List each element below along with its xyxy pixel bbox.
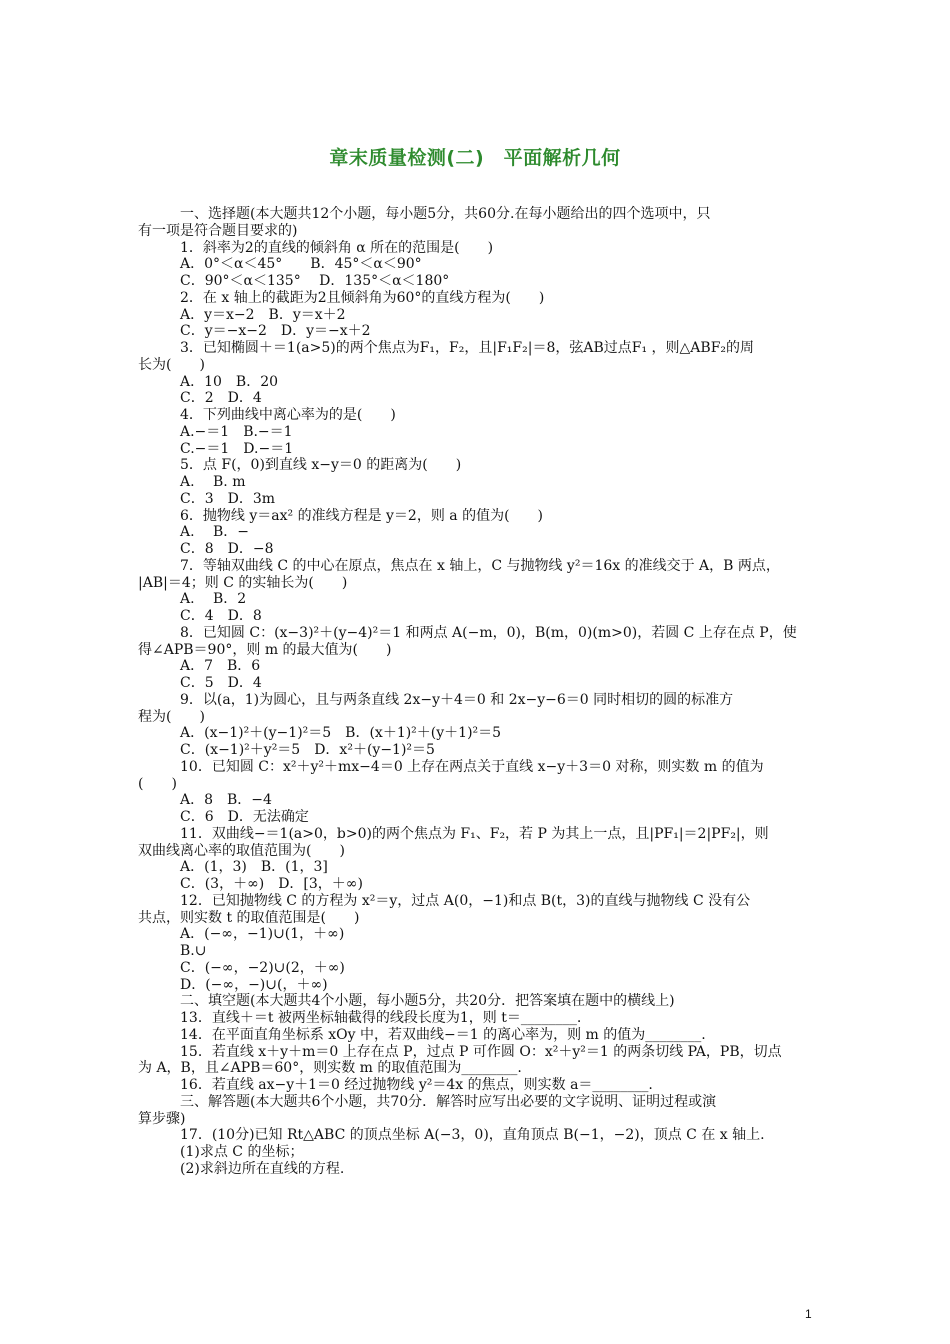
text-line: A．8 B．−4 (180, 792, 272, 809)
text-line: 3．已知椭圆＋＝1(a>5)的两个焦点为F₁，F₂，且|F₁F₂|＝8，弦AB过点F₁ ，则△ABF₂的周 (180, 340, 755, 356)
page-number: 1 (805, 1307, 812, 1321)
text-line: C．4 D．8 (180, 608, 262, 624)
text-line: A．(1，3) B．(1，3] (180, 859, 328, 876)
text-line: C．2 D．4 (180, 390, 262, 407)
text-line: C．(−∞，−2)∪(2，＋∞) (180, 959, 345, 976)
text-line: 长为( ) (138, 356, 205, 373)
text-line: 得∠APB＝90°，则 m 的最大值为( ) (138, 641, 392, 658)
text-line: A. B．2 (180, 591, 247, 608)
text-line: 双曲线离心率的取值范围为( ) (138, 842, 345, 859)
text-line: 11．双曲线−＝1(a>0，b>0)的两个焦点为 F₁、F₂，若 P 为其上一点，且|PF₁|＝2|PF₂|，则 (180, 825, 769, 842)
text-line: 1．斜率为2的直线的倾斜角 α 所在的范围是( ) (180, 239, 494, 256)
text-line: 2．在 x 轴上的截距为2且倾斜角为60°的直线方程为( ) (180, 289, 545, 306)
text-line: 程为( ) (138, 708, 205, 725)
text-line: ( ) (138, 775, 177, 792)
text-line: A．0°＜α＜45° B．45°＜α＜90° (180, 256, 422, 273)
text-line: C．(3，＋∞) D．[3，＋∞) (180, 876, 363, 892)
document-body (138, 206, 816, 1178)
text-line: A．(x−1)²＋(y−1)²＝5 B．(x＋1)²＋(y＋1)²＝5 (180, 725, 502, 742)
text-line: 7．等轴双曲线 C 的中心在原点，焦点在 x 轴上，C 与抛物线 y²＝16x 的准线交于 A，B 两点， (180, 557, 780, 574)
text-line: C．5 D．4 (180, 675, 262, 691)
text-line: |AB|＝4；则 C 的实轴长为( ) (138, 574, 348, 591)
text-line: 一、选择题(本大题共12个小题，每小题5分，共60分.在每小题给出的四个选项中，只 (180, 206, 711, 222)
text-line: 15．若直线 x＋y＋m＝0 上存在点 P，过点 P 可作圆 O：x²＋y²＝1 的两条切线 PA，PB，切点 (180, 1043, 782, 1060)
text-line: 算步骤) (138, 1110, 186, 1127)
text-line: 4．下列曲线中离心率为的是( ) (180, 407, 396, 423)
text-line: 17．(10分)已知 Rt△ABC 的顶点坐标 A(−3，0)，直角顶点 B(−1，−2)，顶点 C 在 x 轴上. (180, 1127, 765, 1144)
page-title: 章末质量检测(二) 平面解析几何 (329, 147, 621, 169)
text-line: C．y＝−x−2 D．y＝−x＋2 (180, 323, 371, 340)
text-line: A．(−∞，−1)∪(1，＋∞) (180, 926, 345, 943)
text-line: D．(−∞，−)∪(，＋∞) (180, 976, 328, 993)
text-line: 有一项是符合题目要求的) (138, 222, 298, 239)
text-line: 三、解答题(本大题共6个小题，共70分．解答时应写出必要的文字说明、证明过程或演 (180, 1093, 717, 1110)
text-line: 10．已知圆 C：x²＋y²＋mx−4＝0 上存在两点关于直线 x−y＋3＝0 对称，则实数 m 的值为 (180, 758, 764, 775)
text-line: 14．在平面直角坐标系 xOy 中，若双曲线−＝1 的离心率为，则 m 的值为________. (180, 1026, 706, 1043)
text-line: 9．以(a，1)为圆心，且与两条直线 2x−y＋4＝0 和 2x−y−6＝0 同时相切的圆的标准方 (180, 691, 734, 708)
text-line: 二、填空题(本大题共4个小题，每小题5分，共20分．把答案填在题中的横线上) (180, 993, 675, 1010)
text-line: A. B．− (180, 524, 250, 541)
text-line: A．y＝x−2 B．y＝x＋2 (180, 306, 346, 323)
text-line: C．8 D．−8 (180, 541, 274, 557)
text-line: C．3 D．3m (180, 490, 276, 507)
text-line: B.∪ (180, 943, 207, 959)
text-line: C.−＝1 D.−＝1 (180, 440, 294, 457)
text-line: C．6 D．无法确定 (180, 809, 309, 825)
text-line: C．(x−1)²＋y²＝5 D．x²＋(y−1)²＝5 (180, 742, 435, 758)
text-line: 13．直线＋＝t 被两坐标轴截得的线段长度为1，则 t＝________. (180, 1010, 582, 1026)
text-line: A．10 B．20 (180, 373, 279, 390)
text-line: A．7 B．6 (180, 658, 261, 675)
text-line: 8．已知圆 C：(x−3)²＋(y−4)²＝1 和两点 A(−m，0)，B(m，0)(m>0)，若圆 C 上存在点 P，使 (180, 624, 797, 641)
text-line: C．90°＜α＜135° D．135°＜α＜180° (180, 273, 450, 289)
text-line: A.−＝1 B.−＝1 (180, 423, 293, 440)
text-line: 5．点 F(，0)到直线 x−y＝0 的距离为( ) (180, 457, 462, 474)
text-line: 12．已知抛物线 C 的方程为 x²＝y，过点 A(0，−1)和点 B(t，3)的直线与抛物线 C 没有公 (180, 892, 751, 909)
text-line: 为 A，B，且∠APB＝60°，则实数 m 的取值范围为________. (138, 1060, 522, 1077)
text-line: A. B. m (180, 474, 246, 490)
text-line: 16．若直线 ax−y＋1＝0 经过抛物线 y²＝4x 的焦点，则实数 a＝________. (180, 1077, 653, 1093)
text-line: 6．抛物线 y＝ax² 的准线方程是 y＝2，则 a 的值为( ) (180, 507, 544, 524)
text-line: (2)求斜边所在直线的方程. (180, 1160, 345, 1177)
text-line: (1)求点 C 的坐标； (180, 1144, 304, 1160)
text-line: 共点，则实数 t 的取值范围是( ) (138, 909, 360, 926)
